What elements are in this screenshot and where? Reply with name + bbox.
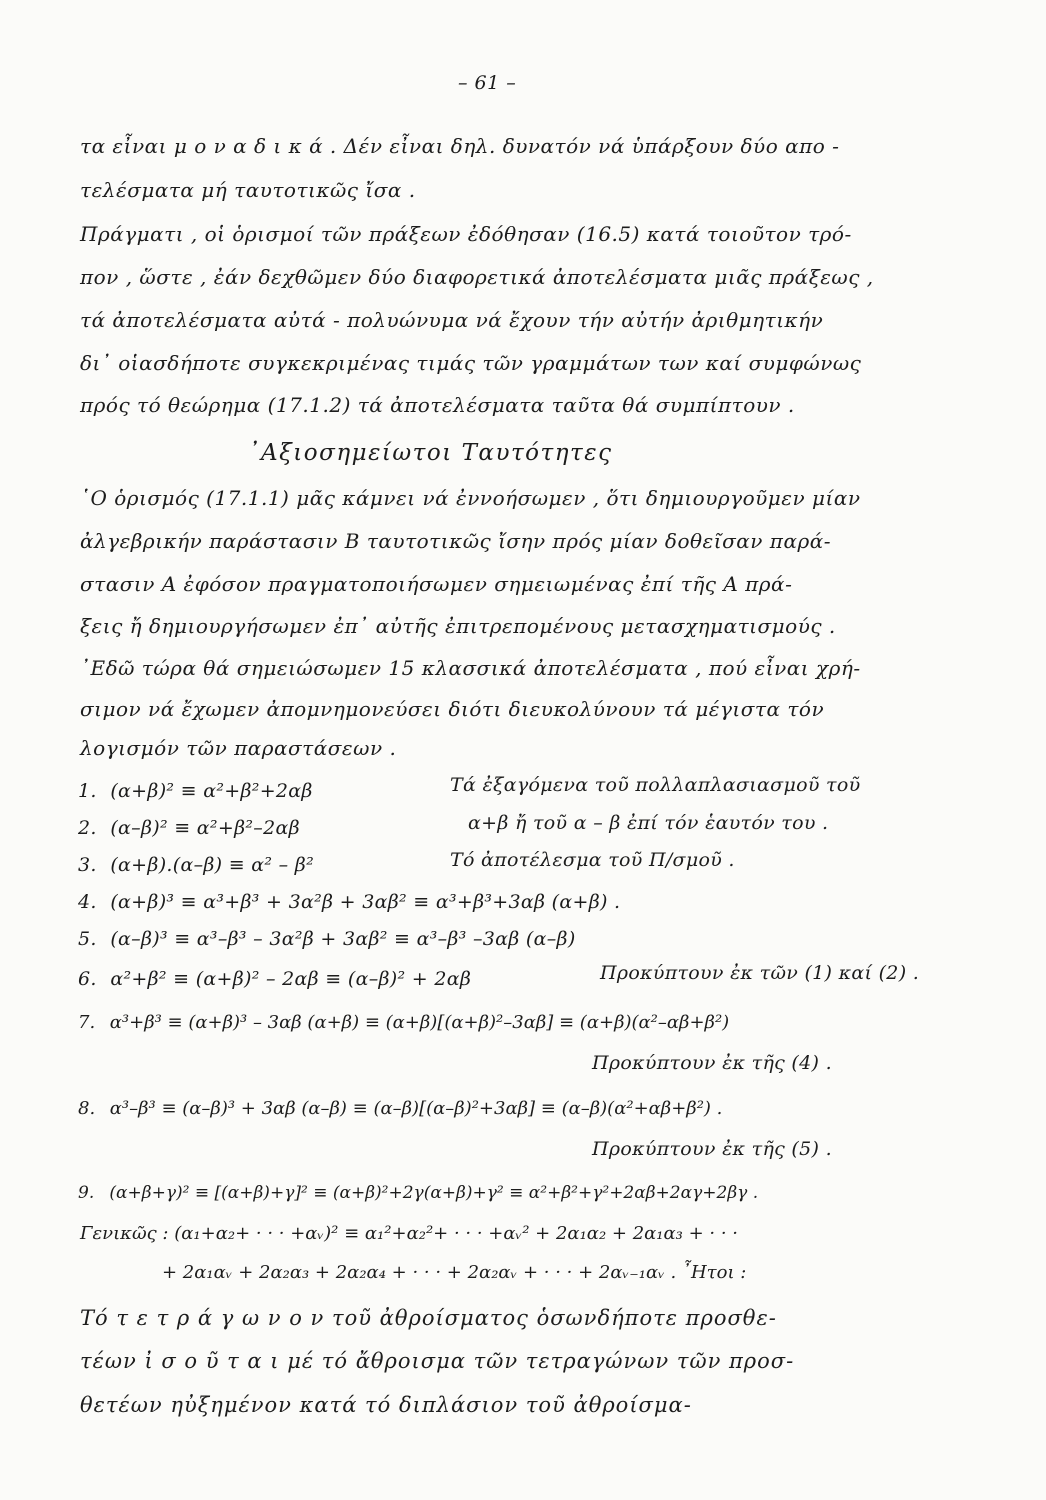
paragraph-line: τά ἀποτελέσματα αὐτά - πολυώνυμα νά ἔχουν τήν αὐτήν ἀριθμητικήν: [80, 308, 824, 332]
identity-row: [78, 1010, 729, 1036]
identity-number: 3.: [78, 854, 97, 876]
identity-row: [78, 1180, 758, 1206]
identity-formula: α³+β³ ≡ (α+β)³ – 3αβ (α+β) ≡ (α+β)[(α+β)²–3αβ] ≡ (α+β)(α²–αβ+β²): [109, 1012, 730, 1033]
identity-formula: (α+β)³ ≡ α³+β³ + 3α²β + 3αβ² ≡ α³+β³+3αβ (α+β) .: [110, 891, 621, 913]
paragraph-line: ξεις ἤ δημιουργήσωμεν ἐπ᾽ αὐτῆς ἐπιτρεπομένους μετασχηματισμούς .: [80, 614, 836, 638]
general-formula-line: Γενικῶς : (α₁+α₂+ · · · +αᵥ)² ≡ α₁²+α₂²+ · · · +αᵥ² + 2α₁α₂ + 2α₁α₃ + · · ·: [80, 1223, 739, 1244]
identity-row: [78, 815, 300, 841]
paragraph-line: Τό τ ε τ ρ ά γ ω ν ο ν τοῦ ἀθροίσματος ὁσωνδήποτε προσθε-: [80, 1306, 777, 1330]
paragraph-line: ῾Ο ὁρισμός (17.1.1) μᾶς κάμνει νά ἐννοήσωμεν , ὅτι δημιουργοῦμεν μίαν: [80, 486, 861, 510]
page-number: – 61 –: [458, 72, 517, 94]
identity-number: 1.: [78, 780, 97, 802]
paragraph-line: Πράγματι , οἱ ὁρισμοί τῶν πράξεων ἐδόθησαν (16.5) κατά τοιοῦτον τρό-: [80, 222, 852, 246]
identity-formula: (α+β).(α–β) ≡ α² – β²: [110, 854, 315, 876]
identity-row: [78, 889, 620, 915]
paragraph-line: σιμον νά ἔχωμεν ἀπομνημονεύσει διότι διευκολύνουν τά μέγιστα τόν: [80, 697, 825, 721]
paragraph-line: θετέων ηὐξημένον κατά τό διπλάσιον τοῦ ἀθροίσμα-: [80, 1393, 692, 1417]
identity-note: Προκύπτουν ἐκ τῆς (4) .: [592, 1052, 832, 1074]
paragraph-line: τελέσματα μή ταυτοτικῶς ἴσα .: [80, 178, 416, 202]
identity-number: 4.: [78, 891, 97, 913]
identity-number: 2.: [78, 817, 97, 839]
identity-formula: α²+β² ≡ (α+β)² – 2αβ ≡ (α–β)² + 2αβ: [110, 968, 472, 990]
identity-row: [78, 1096, 722, 1122]
identity-number: 6.: [78, 968, 97, 990]
paragraph-line: τέων ἰ σ ο ῦ τ α ι μέ τό ἄθροισμα τῶν τετραγώνων τῶν προσ-: [80, 1349, 795, 1373]
identity-note: Τό ἀποτέλεσμα τοῦ Π/σμοῦ .: [450, 849, 735, 871]
identity-row: [78, 926, 576, 952]
identity-number: 8.: [78, 1098, 96, 1119]
identity-number: 5.: [78, 928, 97, 950]
identity-note: α+β ἤ τοῦ α – β ἐπί τόν ἑαυτόν του .: [468, 812, 829, 834]
identity-formula: (α+β+γ)² ≡ [(α+β)+γ]² ≡ (α+β)²+2γ(α+β)+γ² ≡ α²+β²+γ²+2αβ+2αγ+2βγ .: [109, 1183, 759, 1203]
identity-number: 7.: [78, 1012, 96, 1033]
paragraph-line: στασιν Α ἐφόσον πραγματοποιήσωμεν σημειωμένας ἐπί τῆς Α πρά-: [80, 572, 793, 596]
identity-row: [78, 852, 314, 878]
identity-formula: α³–β³ ≡ (α–β)³ + 3αβ (α–β) ≡ (α–β)[(α–β)²+3αβ] ≡ (α–β)(α²+αβ+β²) .: [109, 1098, 723, 1119]
paragraph-line: ἀλγεβρικήν παράστασιν Β ταυτοτικῶς ἴσην πρός μίαν δοθεῖσαν παρά-: [80, 529, 831, 553]
section-heading: ᾽Αξιοσημείωτοι Ταυτότητες: [248, 440, 613, 466]
paragraph-line: ᾽Εδῶ τώρα θά σημειώσωμεν 15 κλασσικά ἀποτελέσματα , πού εἶναι χρή-: [80, 656, 861, 680]
identity-row: [78, 966, 471, 992]
paragraph-line: τα εἶναι μ ο ν α δ ι κ ά . Δέν εἶναι δηλ. δυνατόν νά ὑπάρξουν δύο απο -: [80, 134, 840, 158]
identity-note: Προκύπτουν ἐκ τῶν (1) καί (2) .: [600, 962, 920, 984]
identity-formula: (α+β)² ≡ α²+β²+2αβ: [110, 780, 313, 802]
identity-note: Προκύπτουν ἐκ τῆς (5) .: [592, 1138, 832, 1160]
paragraph-line: δι᾽ οἱασδήποτε συγκεκριμένας τιμάς τῶν γραμμάτων των καί συμφώνως: [80, 351, 862, 375]
identity-row: [78, 778, 313, 804]
paragraph-line: λογισμόν τῶν παραστάσεων .: [80, 736, 397, 760]
identity-formula: (α–β)² ≡ α²+β²–2αβ: [110, 817, 300, 839]
paragraph-line: πον , ὥστε , ἐάν δεχθῶμεν δύο διαφορετικά ἀποτελέσματα μιᾶς πράξεως ,: [80, 265, 874, 289]
identity-number: 9.: [78, 1183, 95, 1203]
general-formula-line: + 2α₁αᵥ + 2α₂α₃ + 2α₂α₄ + · · · + 2α₂αᵥ + · · · + 2αᵥ₋₁αᵥ . ῏Ητοι :: [162, 1262, 747, 1283]
paragraph-line: πρός τό θεώρημα (17.1.2) τά ἀποτελέσματα ταῦτα θά συμπίπτουν .: [80, 393, 795, 417]
identity-note: Τά ἐξαγόμενα τοῦ πολλαπλασιασμοῦ τοῦ: [450, 774, 861, 796]
identity-formula: (α–β)³ ≡ α³–β³ – 3α²β + 3αβ² ≡ α³–β³ –3αβ (α–β): [110, 928, 576, 950]
